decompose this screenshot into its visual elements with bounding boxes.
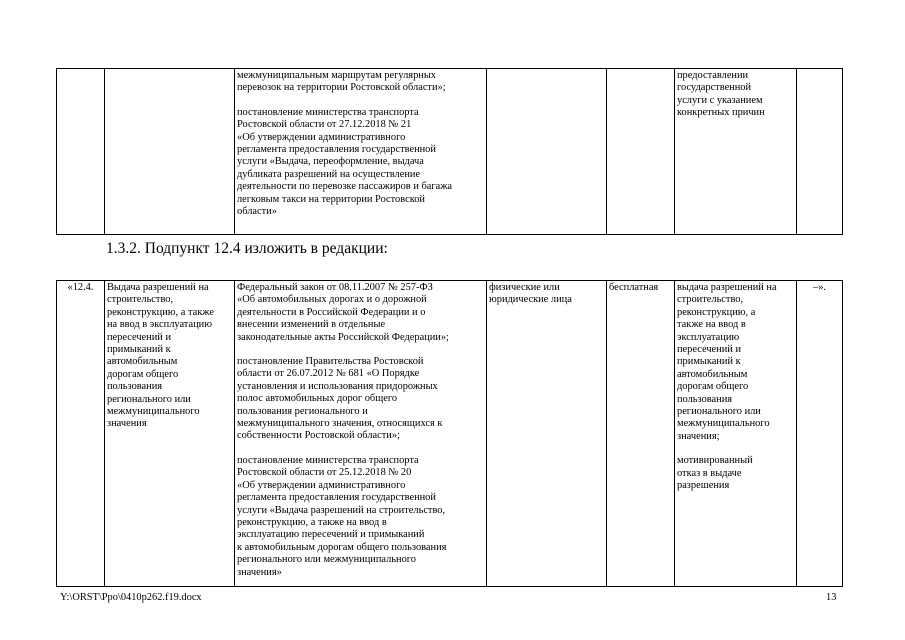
cell-number: «12.4.: [57, 281, 105, 587]
text-line: отказ в выдаче: [677, 467, 742, 479]
text-line: автомобильным: [677, 368, 748, 380]
text-line: регламента предоставления государственной: [237, 144, 436, 156]
text-line: перевозок на территории Ростовской области»;: [237, 82, 446, 94]
text-line: регионального или: [677, 406, 761, 418]
cell-last: –».: [797, 281, 843, 587]
paragraph-gap: [237, 95, 484, 107]
text-line: регионального или: [107, 393, 191, 405]
text-line: Ростовской области от 25.12.2018 № 20: [237, 467, 412, 479]
text-line: услуги «Выдача, переоформление, выдача: [237, 156, 424, 168]
law-paragraph: [237, 70, 484, 95]
text-line: пользования: [677, 393, 733, 405]
cell-service: [105, 69, 235, 235]
text-line: реконструкцию, а также на ввод в: [237, 516, 387, 528]
text-line: собственности Ростовской области»;: [237, 430, 400, 442]
paragraph-gap: [677, 443, 794, 455]
text-line: строительство,: [107, 294, 174, 306]
cell-law: [235, 281, 487, 587]
text-line: примыканий к: [107, 344, 171, 356]
text-line: дорогам общего: [677, 381, 749, 393]
text-line: постановление министерства транспорта: [237, 106, 419, 118]
text-line: полос автомобильных дорог общего: [237, 393, 398, 405]
table-continuation: [56, 68, 843, 235]
cell-number: [57, 69, 105, 235]
text-line: услуги с указанием: [677, 94, 763, 106]
cell-applicants: [487, 69, 607, 235]
text-line: разрешения: [677, 480, 730, 492]
result-paragraph: [677, 455, 794, 492]
text-line: реконструкцию, а также: [107, 306, 214, 318]
text-line: примыканий к: [677, 356, 741, 368]
text-line: Выдача разрешений на: [107, 282, 209, 293]
text-line: «Об автомобильных дорогах и о дорожной: [237, 294, 427, 306]
text-line: «Об утверждении административного: [237, 479, 406, 491]
text-line: внесении изменений в отдельные: [237, 319, 386, 331]
text-line: мотивированный: [677, 455, 753, 467]
cell-service: [105, 281, 235, 587]
text-line: строительство,: [677, 294, 744, 306]
text-line: юридические лица: [489, 294, 572, 306]
text-line: реконструкцию, а: [677, 306, 756, 318]
text-line: регионального или межмуниципального: [237, 554, 416, 566]
text-line: дубликата разрешений на осуществление: [237, 168, 421, 180]
text-line: автомобильным: [107, 356, 178, 368]
law-paragraph: [237, 282, 484, 344]
text-line: пользования регионального и: [237, 405, 368, 417]
result-paragraph: [677, 282, 794, 443]
text-line: предоставлении: [677, 70, 749, 81]
text-line: услуги «Выдача разрешений на строительство,: [237, 504, 446, 516]
cell-result: [675, 69, 797, 235]
table-row: [57, 281, 843, 587]
text-line: на ввод в эксплуатацию: [107, 319, 212, 331]
text-line: области от 26.07.2012 № 681 «О Порядке: [237, 368, 420, 380]
text-line: пересечений и: [107, 331, 172, 343]
table-amendment: [56, 280, 843, 587]
law-paragraph: [237, 356, 484, 443]
text-line: выдача разрешений на: [677, 282, 777, 293]
text-line: эксплуатацию пересечений и примыканий: [237, 529, 425, 541]
law-paragraph: [237, 455, 484, 579]
text-line: установления и использования придорожных: [237, 380, 438, 392]
text-line: межмуниципального: [677, 418, 770, 430]
text-line: дорогам общего: [107, 368, 179, 380]
text-line: к автомобильным дорогам общего пользования: [237, 541, 447, 553]
text-line: деятельности по перевозке пассажиров и багажа: [237, 181, 453, 193]
paragraph-gap: [237, 344, 484, 356]
text-line: межмуниципального значения, относящихся к: [237, 418, 443, 430]
subheading: 1.3.2. Подпункт 12.4 изложить в редакции:: [106, 240, 388, 257]
text-line: государственной: [677, 82, 752, 94]
cell-law: [235, 69, 487, 235]
text-line: постановление Правительства Ростовской: [237, 356, 424, 368]
cell-applicants: [487, 281, 607, 587]
law-paragraph: [237, 107, 484, 219]
text-line: пользования: [107, 381, 163, 393]
text-line: «Об утверждении административного: [237, 131, 406, 143]
text-line: регламента предоставления государственной: [237, 492, 436, 504]
paragraph-gap: [237, 443, 484, 455]
text-line: межмуниципального: [107, 406, 200, 418]
text-line: Федеральный закон от 08.11.2007 № 257-ФЗ: [237, 282, 433, 293]
cell-fee: [607, 69, 675, 235]
footer-file-path: Y:\ORST\Ppo\0410p262.f19.docx: [60, 592, 202, 603]
cell-result: [675, 281, 797, 587]
text-line: значения: [107, 418, 147, 430]
text-line: значения»: [237, 566, 282, 578]
text-line: постановление министерства транспорта: [237, 454, 419, 466]
text-line: законодательные акты Российской Федерации»;: [237, 331, 449, 343]
text-line: межмуниципальным маршрутам регулярных: [237, 70, 437, 81]
cell-fee: бесплатная: [607, 281, 675, 587]
page-number: 13: [826, 592, 837, 603]
text-line: физические или: [489, 282, 560, 293]
text-line: области»: [237, 206, 277, 218]
text-line: также на ввод в: [677, 319, 746, 331]
text-line: Ростовской области от 27.12.2018 № 21: [237, 119, 412, 131]
text-line: значения;: [677, 430, 720, 442]
table-row: [57, 69, 843, 235]
text-line: конкретных причин: [677, 107, 765, 119]
text-line: легковым такси на территории Ростовской: [237, 193, 425, 205]
text-line: деятельности в Российской Федерации и о: [237, 306, 426, 318]
text-line: эксплуатацию: [677, 331, 740, 343]
cell-last: [797, 69, 843, 235]
text-line: пересечений и: [677, 344, 742, 356]
